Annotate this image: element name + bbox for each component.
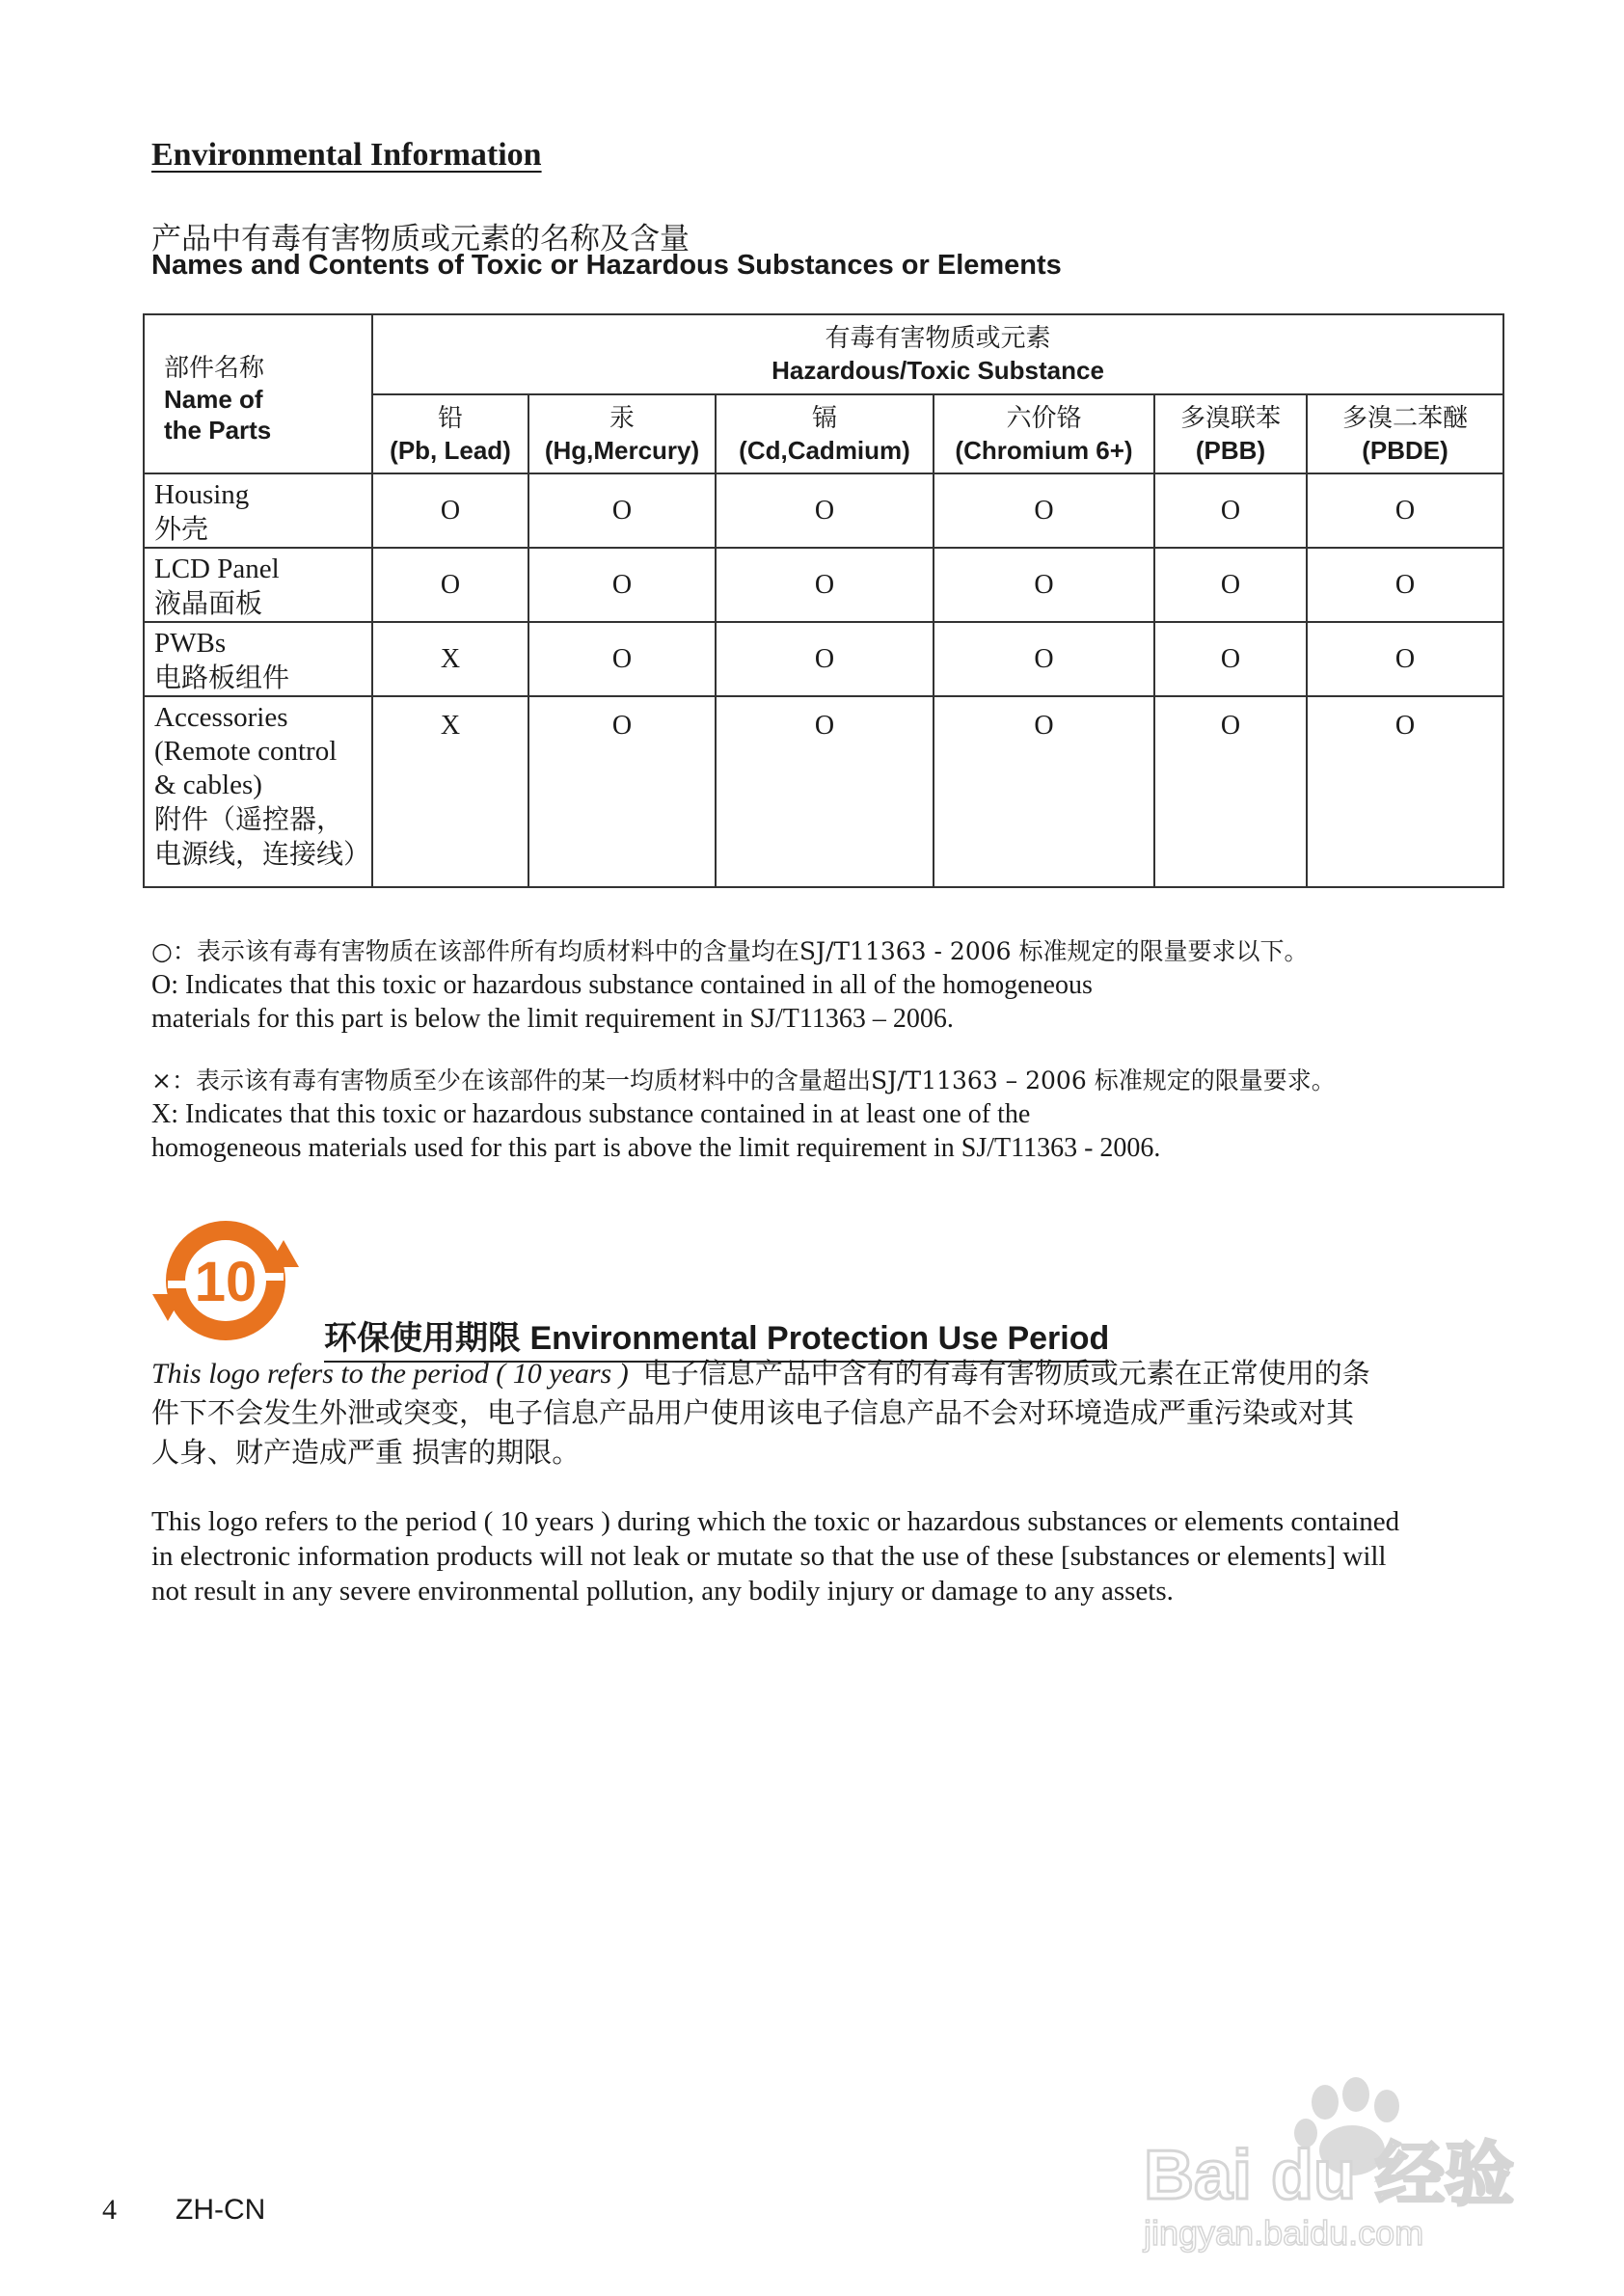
part-name-en: PWBs [154,628,227,659]
value-cell: O [528,473,716,548]
value-cell: O [1154,696,1307,887]
subtitle-english: Names and Contents of Toxic or Hazardous Substances or Elements [151,250,1062,281]
column-header-en: (Pb, Lead) [390,435,511,465]
value-cell: O [528,622,716,696]
page-title: Environmental Information [151,137,542,173]
column-header-zh: 镉 [811,403,837,433]
subtitle-chinese: 产品中有毒有害物质或元素的名称及含量 [151,222,690,257]
note-o-en-1: O: Indicates that this toxic or hazardous substance contained in all of the homogeneous [151,970,1093,1000]
note-o [151,934,1309,1036]
note-x [151,1064,1336,1165]
substance-group-header [372,314,1503,394]
epup-title-zh: 环保使用期限 [324,1319,521,1358]
value-cell: O [1307,622,1503,696]
column-header-cadmium [716,394,934,473]
note-x-zh: ×：表示该有毒有害物质至少在该部件的某一均质材料中的含量超出SJ/T11363 – 2006 标准规定的限量要求。 [151,1067,1336,1094]
parts-header-zh: 部件名称 [164,354,265,383]
value-cell: O [528,548,716,622]
value-cell: O [372,473,528,548]
column-header-zh: 铅 [437,403,463,433]
value-cell: O [716,696,934,887]
column-header-mercury [528,394,716,473]
watermark-url: jingyan.baidu.com [1144,2213,1424,2253]
column-header-en: (Cd,Cadmium) [739,435,910,465]
epup-description [151,1354,1473,1472]
part-name-en: Accessories [154,702,288,733]
logo-number: 10 [194,1251,257,1313]
parts-header-en-1: Name of [164,385,263,414]
epup-desc-zh-1: 电子信息产品中含有的有毒有害物质或元素在正常使用的条 [642,1357,1370,1390]
part-cell [144,622,372,696]
value-cell: O [1154,622,1307,696]
part-name-en: Housing [154,479,250,510]
hazardous-substances-table [143,313,1504,888]
note-x-en-2: homogeneous materials used for this part is above the limit requirement in SJ/T11363 - 2006. [151,1133,1161,1163]
column-header-chromium [934,394,1154,473]
part-name-en: LCD Panel [154,554,280,584]
parts-header-en-2: the Parts [164,416,272,445]
value-cell: X [372,696,528,887]
note-o-en-2: materials for this part is below the limit requirement in SJ/T11363 – 2006. [151,1004,954,1034]
parts-column-header [144,314,372,473]
epup-en-2: in electronic information products will not leak or mutate so that the use of these [substances or elements] will [151,1541,1387,1572]
epup-en-1: This logo refers to the period ( 10 years ) during which the toxic or hazardous substances or elements contained [151,1506,1400,1537]
value-cell: X [372,622,528,696]
value-cell: O [716,473,934,548]
value-cell: O [1154,548,1307,622]
table-row [144,696,1503,887]
column-header-zh: 汞 [609,403,635,433]
value-cell: O [1307,473,1503,548]
table-row [144,622,1503,696]
part-name-zh: 附件（遥控器， [154,803,344,835]
column-header-pbb [1154,394,1307,473]
table-row [144,473,1503,548]
part-cell [144,696,372,887]
column-header-lead [372,394,528,473]
note-x-en-1: X: Indicates that this toxic or hazardous substance contained in at least one of the [151,1099,1031,1129]
epup-desc-italic: This logo refers to the period ( 10 years ) [151,1358,629,1390]
epup-desc-zh-2: 件下不会发生外泄或突变，电子信息产品用户使用该电子信息产品不会对环境造成严重污染或对其 [151,1396,1355,1429]
epup-title-en: Environmental Protection Use Period [529,1320,1110,1357]
part-cell [144,548,372,622]
part-name-zh: 液晶面板 [154,587,263,619]
part-cell [144,473,372,548]
table-row [144,548,1503,622]
column-header-zh: 多溴联苯 [1179,403,1281,433]
part-name-en: (Remote control [154,736,338,767]
part-name-zh: 外壳 [154,513,209,545]
baidu-jingyan-watermark [1134,2073,1539,2256]
column-header-en: (Hg,Mercury) [544,435,700,465]
page-number: 4 [102,2194,117,2226]
value-cell: O [934,622,1154,696]
column-header-zh: 六价铬 [1006,403,1082,433]
epup-english-paragraph [151,1504,1399,1608]
value-cell: O [934,696,1154,887]
value-cell: O [1307,548,1503,622]
value-cell: O [934,548,1154,622]
column-header-zh: 多溴二苯醚 [1342,403,1469,433]
part-name-zh: 电路板组件 [154,662,290,693]
language-code: ZH-CN [176,2194,266,2226]
value-cell: O [528,696,716,887]
epup-desc-zh-3: 人身、财产造成严重 损害的期限。 [151,1436,581,1469]
value-cell: O [372,548,528,622]
part-name-zh: 电源线，连接线） [154,838,371,870]
note-o-zh: ○：表示该有毒有害物质在该部件所有均质材料中的含量均在SJ/T11363 - 2006 标准规定的限量要求以下。 [151,937,1309,965]
part-name-en: & cables) [154,770,262,800]
value-cell: O [716,548,934,622]
column-header-en: (PBB) [1195,435,1266,465]
column-header-en: (Chromium 6+) [955,435,1133,465]
value-cell: O [1307,696,1503,887]
substance-header-zh: 有毒有害物质或元素 [825,324,1051,353]
value-cell: O [716,622,934,696]
substance-header-en: Hazardous/Toxic Substance [771,356,1104,385]
value-cell: O [934,473,1154,548]
column-header-pbde [1307,394,1503,473]
watermark-brand: Bai du 经验 [1144,2137,1515,2214]
epup-10-logo [149,1213,305,1348]
value-cell: O [1154,473,1307,548]
epup-en-3: not result in any severe environmental pollution, any bodily injury or damage to any assets. [151,1576,1174,1607]
column-header-en: (PBDE) [1362,435,1448,465]
